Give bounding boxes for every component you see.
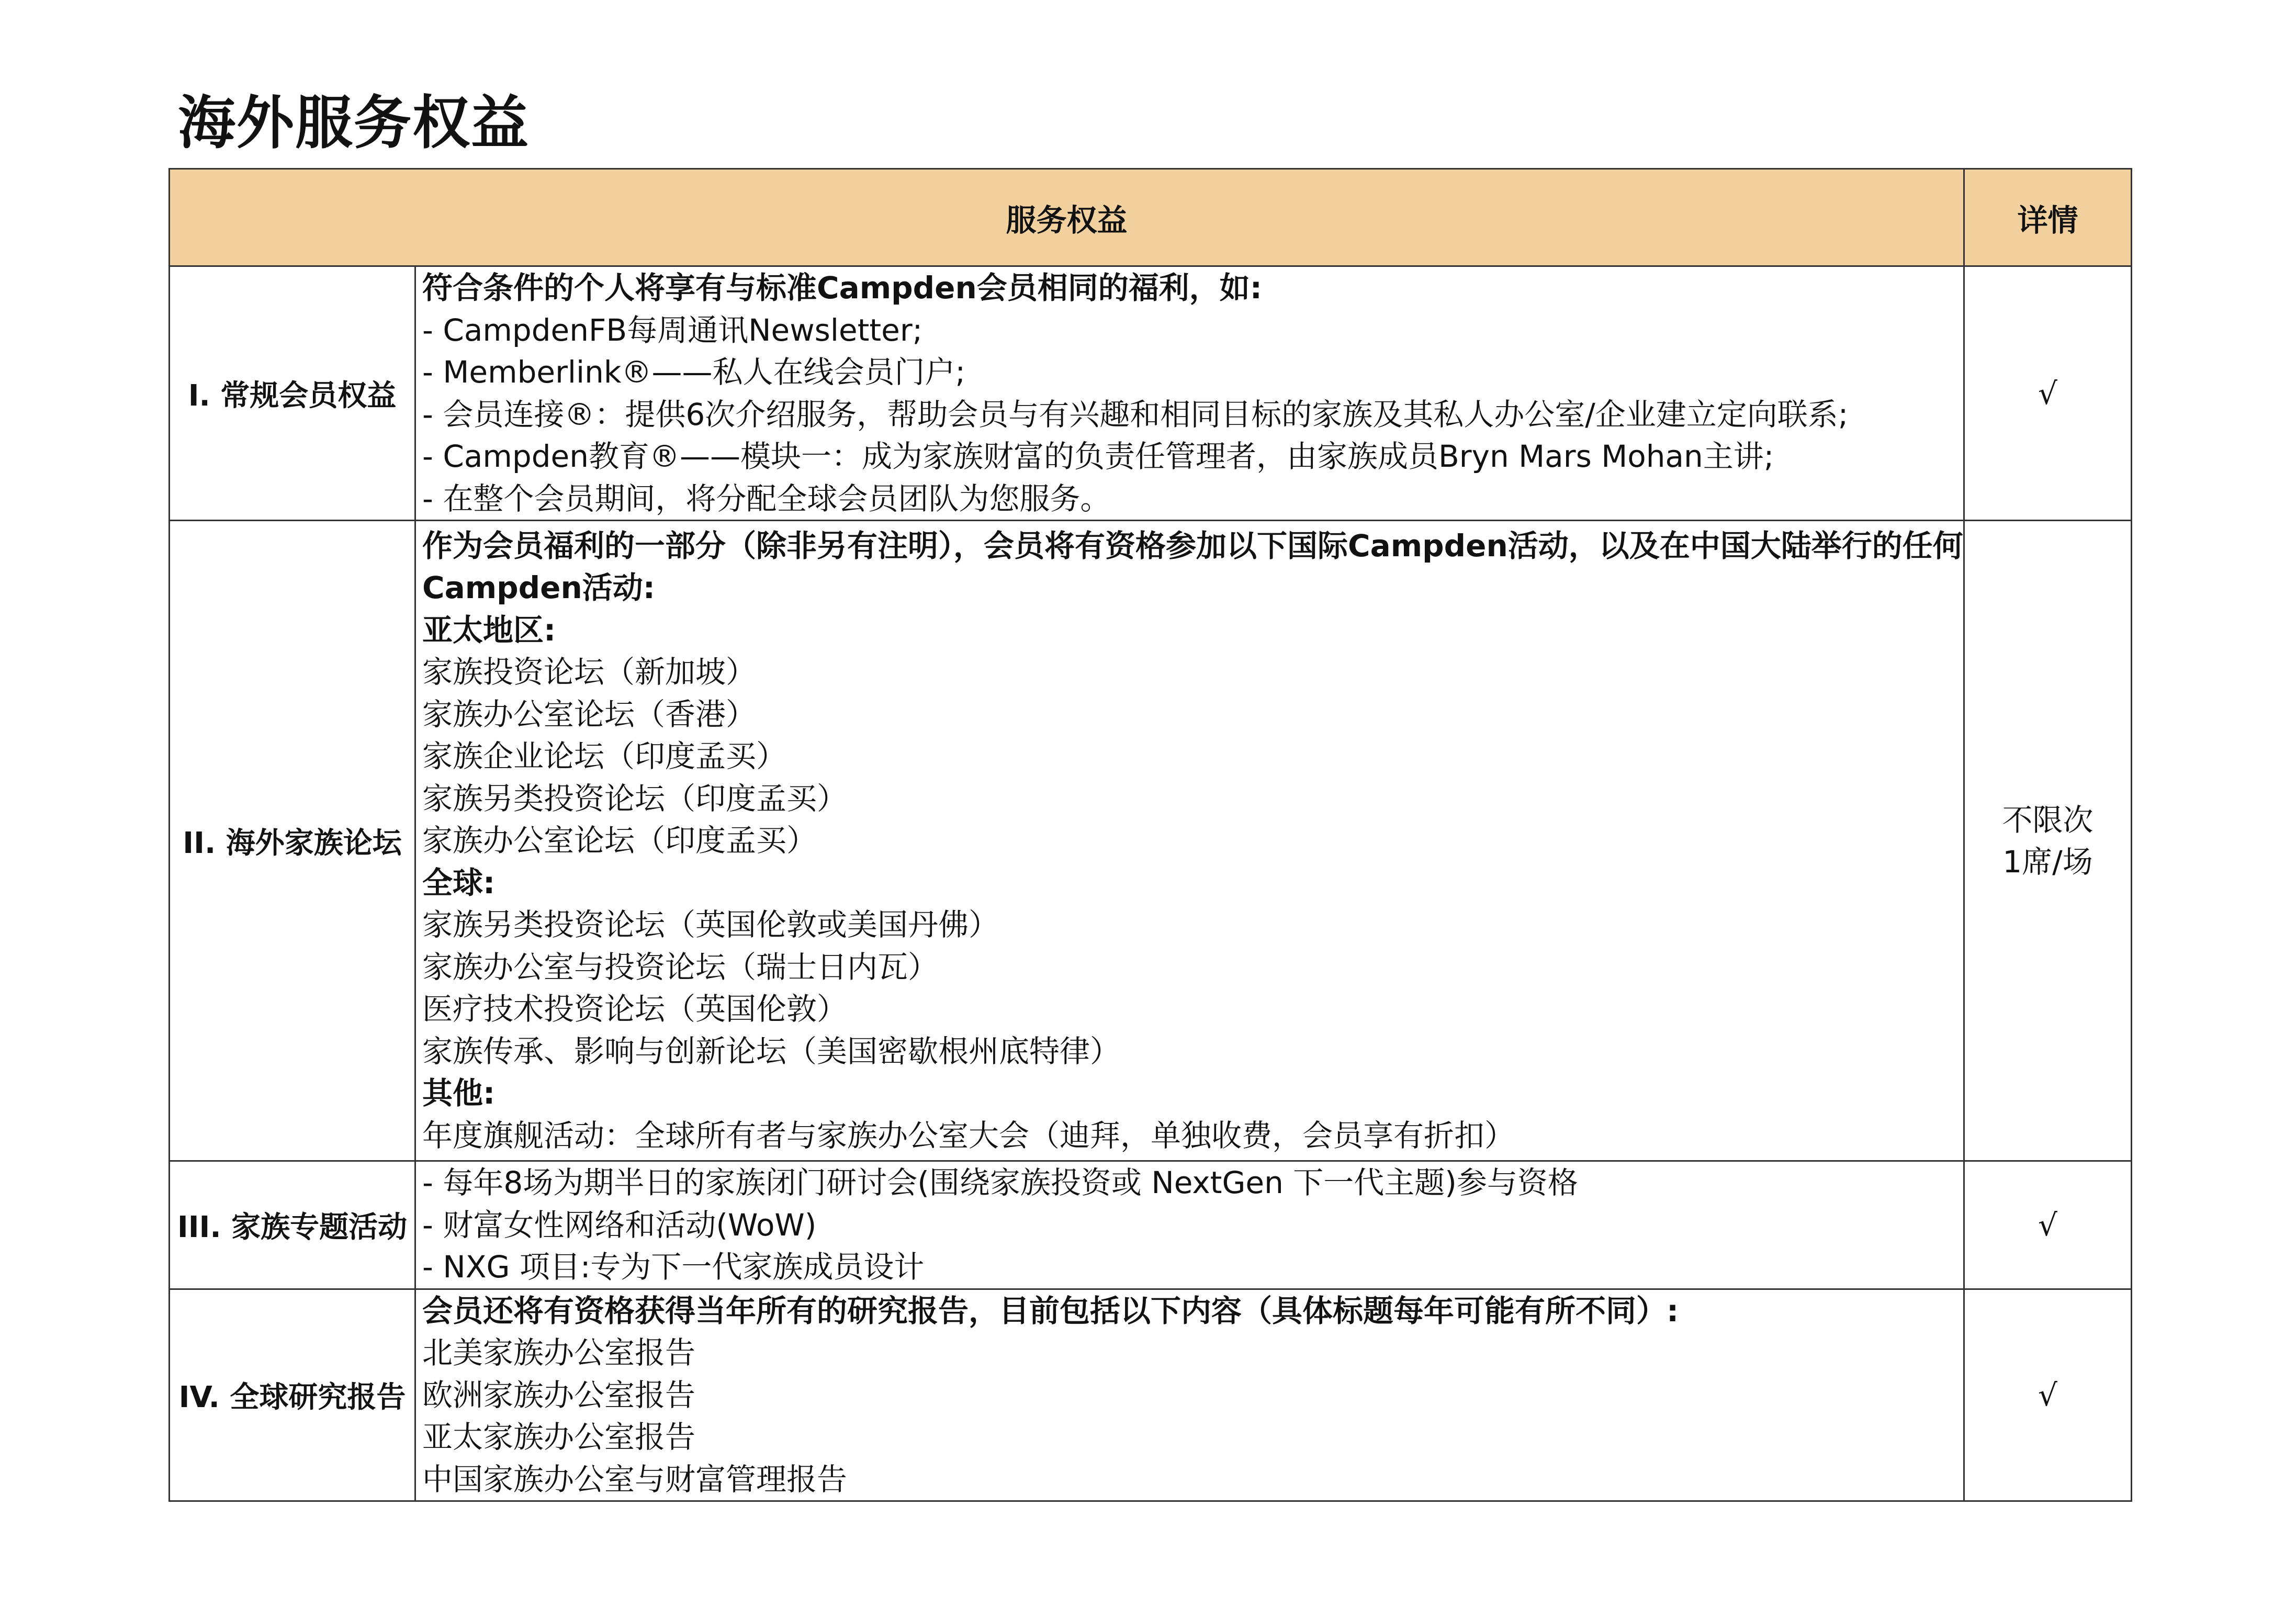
content-line: - 财富女性网络和活动(WoW) bbox=[422, 1207, 817, 1243]
content-line: 亚太地区: bbox=[422, 612, 556, 648]
detail-line: √ bbox=[2038, 1377, 2057, 1413]
header-details: 详情 bbox=[1964, 169, 2132, 266]
detail-line: 不限次 bbox=[2002, 802, 2094, 838]
table-header-row bbox=[170, 169, 2132, 266]
content-line: 其他: bbox=[422, 1075, 496, 1111]
content-line: 家族企业论坛（印度孟买） bbox=[422, 738, 787, 774]
content-line: 家族投资论坛（新加坡） bbox=[422, 654, 757, 690]
row-detail bbox=[1964, 521, 2132, 1161]
row-content bbox=[415, 521, 1964, 1161]
row-label: III. 家族专题活动 bbox=[170, 1161, 415, 1289]
detail-line: 1席/场 bbox=[2002, 844, 2093, 880]
content-line: 家族另类投资论坛（英国伦敦或美国丹佛） bbox=[422, 907, 999, 943]
content-line: 家族办公室论坛（印度孟买） bbox=[422, 823, 817, 859]
content-line: - Memberlink®——私人在线会员门户; bbox=[422, 354, 966, 390]
content-line: - CampdenFB每周通讯Newsletter; bbox=[422, 312, 923, 348]
row-content bbox=[415, 1161, 1964, 1289]
row-detail bbox=[1964, 266, 2132, 521]
table-row bbox=[170, 266, 2132, 521]
content-line: - NXG 项目:专为下一代家族成员设计 bbox=[422, 1249, 925, 1285]
content-line: 作为会员福利的一部分（除非另有注明），会员将有资格参加以下国际Campden活动，以及在中国大陆举行的任何Campden活动: bbox=[422, 527, 1963, 606]
table-row bbox=[170, 521, 2132, 1161]
detail-line: √ bbox=[2038, 375, 2057, 411]
detail-line: √ bbox=[2038, 1207, 2057, 1243]
row-label: II. 海外家族论坛 bbox=[170, 521, 415, 1161]
content-line: 家族办公室论坛（香港） bbox=[422, 696, 757, 732]
row-detail bbox=[1964, 1289, 2132, 1501]
content-line: 家族办公室与投资论坛（瑞士日内瓦） bbox=[422, 949, 939, 985]
content-line: - 会员连接®：提供6次介绍服务，帮助会员与有兴趣和相同目标的家族及其私人办公室/企业建立定向联系; bbox=[422, 396, 1849, 432]
content-line: 亚太家族办公室报告 bbox=[422, 1419, 696, 1455]
row-content bbox=[415, 1289, 1964, 1501]
content-line: 全球: bbox=[422, 864, 496, 901]
page-title: 海外服务权益 bbox=[178, 89, 530, 156]
content-line: - Campden教育®——模块一：成为家族财富的负责任管理者，由家族成员Bryn Mars Mohan主讲; bbox=[422, 439, 1774, 474]
content-line: 欧洲家族办公室报告 bbox=[422, 1377, 696, 1413]
row-detail bbox=[1964, 1161, 2132, 1289]
content-line: 符合条件的个人将享有与标准Campden会员相同的福利，如: bbox=[422, 270, 1262, 306]
content-line: 医疗技术投资论坛（英国伦敦） bbox=[422, 991, 848, 1027]
content-line: 年度旗舰活动：全球所有者与家族办公室大会（迪拜，单独收费，会员享有折扣） bbox=[422, 1117, 1515, 1153]
table-row bbox=[170, 1161, 2132, 1289]
content-line: 家族另类投资论坛（印度孟买） bbox=[422, 780, 848, 816]
content-line: - 每年8场为期半日的家族闭门研讨会(围绕家族投资或 NextGen 下一代主题)参与资格 bbox=[422, 1165, 1578, 1200]
row-content bbox=[415, 266, 1964, 521]
row-label: I. 常规会员权益 bbox=[170, 266, 415, 521]
content-line: 会员还将有资格获得当年所有的研究报告，目前包括以下内容（具体标题每年可能有所不同）: bbox=[422, 1293, 1679, 1329]
content-line: 北美家族办公室报告 bbox=[422, 1335, 696, 1370]
content-line: - 在整个会员期间，将分配全球会员团队为您服务。 bbox=[422, 480, 1111, 516]
content-line: 家族传承、影响与创新论坛（美国密歇根州底特律） bbox=[422, 1033, 1121, 1069]
table-row bbox=[170, 1289, 2132, 1501]
content-line: 中国家族办公室与财富管理报告 bbox=[422, 1461, 848, 1497]
benefits-table bbox=[168, 168, 2132, 1502]
row-label: IV. 全球研究报告 bbox=[170, 1289, 415, 1501]
header-benefits: 服务权益 bbox=[170, 169, 1964, 266]
